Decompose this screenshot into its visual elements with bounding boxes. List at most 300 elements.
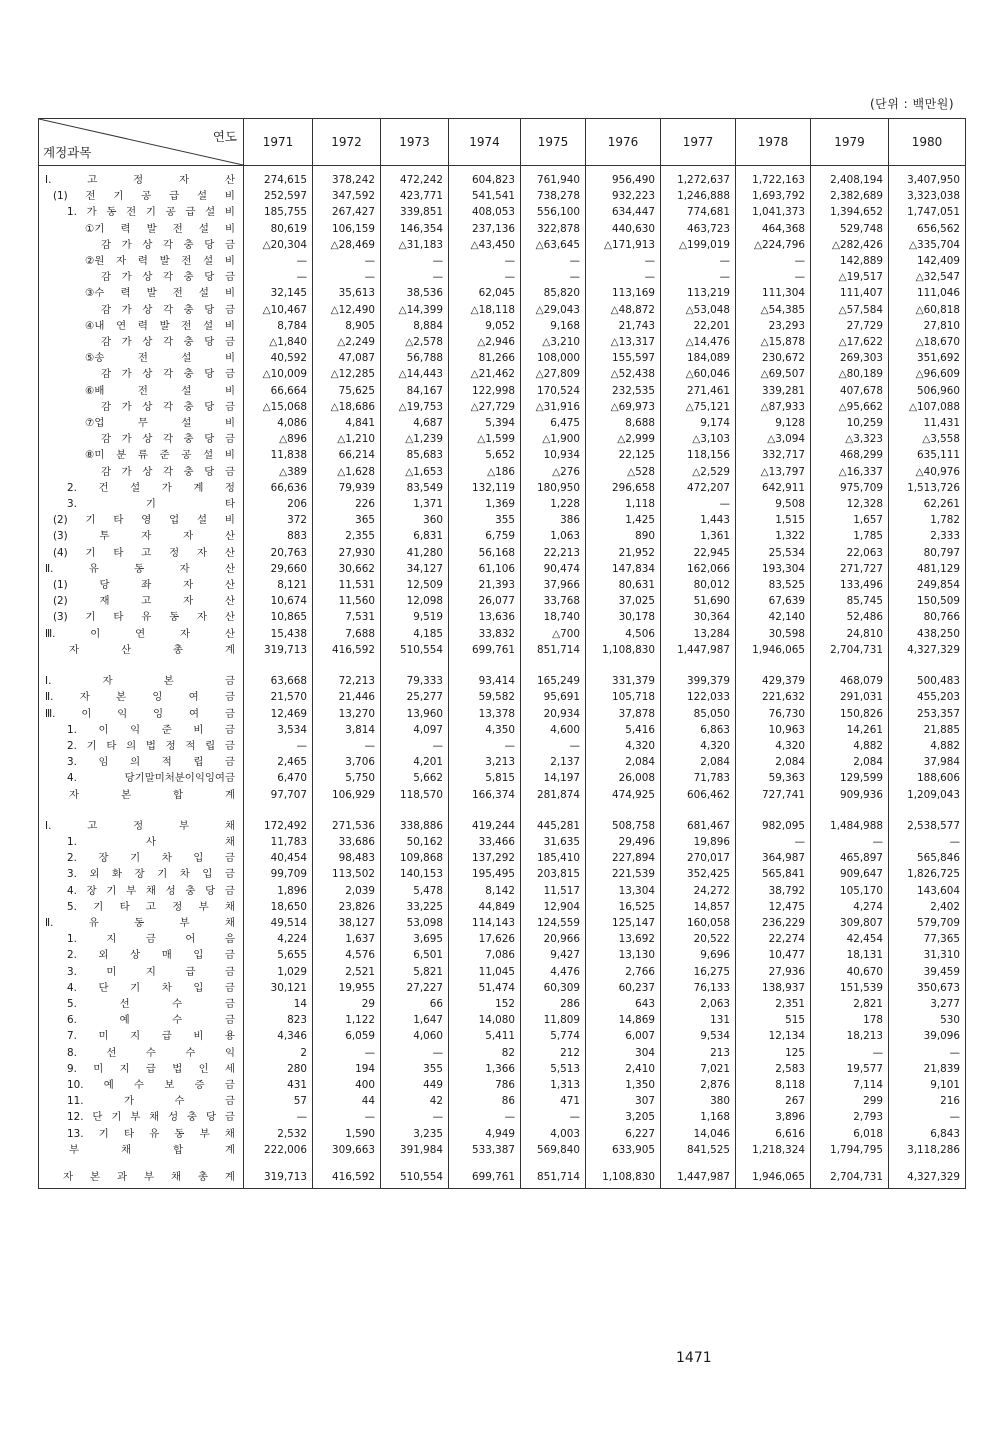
label-char: 잉 <box>152 691 163 704</box>
value-cell: 95,691 <box>521 689 586 705</box>
spacer-cell <box>521 658 586 673</box>
account-label-cell <box>39 834 244 850</box>
label-char: 금 <box>224 868 235 881</box>
value-cell: 8,118 <box>736 1077 811 1093</box>
account-label-cell <box>39 1126 244 1142</box>
value-cell: △1,900 <box>521 431 586 447</box>
value-cell: 21,570 <box>244 689 313 705</box>
value-cell: 85,820 <box>521 285 586 301</box>
label-char: 상 <box>142 336 153 349</box>
value-cell: 786 <box>449 1077 521 1093</box>
value-cell: 150,509 <box>889 593 966 609</box>
value-cell: 309,663 <box>313 1142 381 1158</box>
label-char: 본 <box>163 675 174 688</box>
value-cell: 17,626 <box>449 931 521 947</box>
value-cell: — <box>381 253 449 269</box>
value-cell: 4,600 <box>521 722 586 738</box>
spacer-cell <box>449 803 521 818</box>
account-label <box>85 447 235 463</box>
label-char: 고 <box>141 546 152 559</box>
label-char: 설 <box>203 319 214 332</box>
value-cell: 1,029 <box>244 964 313 980</box>
label-char: 본 <box>120 788 132 801</box>
label-char: 동 <box>134 562 145 575</box>
label-char: 정 <box>165 739 176 752</box>
value-cell: 125,147 <box>586 915 661 931</box>
value-cell: △199,019 <box>661 237 736 253</box>
account-label-cell <box>39 496 244 512</box>
account-label <box>67 947 235 963</box>
value-cell: 3,323,038 <box>889 188 966 204</box>
value-cell: 27,729 <box>811 318 889 334</box>
label-char: 채 <box>149 1111 160 1124</box>
label-char: 12. <box>67 1111 84 1124</box>
value-cell: △63,645 <box>521 237 586 253</box>
table-row <box>39 334 966 350</box>
value-cell: 1,637 <box>313 931 381 947</box>
value-cell: 249,854 <box>889 577 966 593</box>
value-cell: △224,796 <box>736 237 811 253</box>
value-cell: 3,277 <box>889 996 966 1012</box>
value-cell: 221,632 <box>736 689 811 705</box>
label-char: 11. <box>67 1095 84 1108</box>
value-cell: 4,201 <box>381 754 449 770</box>
value-cell: 465,897 <box>811 850 889 866</box>
value-cell: 21,446 <box>313 689 381 705</box>
value-cell: 419,244 <box>449 818 521 834</box>
label-char: 1. <box>67 723 77 736</box>
value-cell: 2,382,689 <box>811 188 889 204</box>
label-char: 급 <box>145 1062 156 1075</box>
value-cell: 4,327,329 <box>889 642 966 658</box>
year-header: 1971 <box>244 119 313 166</box>
value-cell: 97,707 <box>244 787 313 803</box>
value-cell: 30,121 <box>244 980 313 996</box>
value-cell: 40,454 <box>244 850 313 866</box>
value-cell: 49,514 <box>244 915 313 931</box>
value-cell: 6,018 <box>811 1126 889 1142</box>
label-char: 기 <box>145 206 156 219</box>
label-char: 기 <box>130 852 141 865</box>
label-char: 예 <box>119 1014 130 1027</box>
label-char: 각 <box>162 465 174 478</box>
value-cell: 12,904 <box>521 899 586 915</box>
label-char: 자 <box>180 627 191 640</box>
value-cell: 11,531 <box>313 577 381 593</box>
label-char: 충 <box>183 336 194 349</box>
label-char: 비 <box>224 255 235 268</box>
account-label-cell <box>39 754 244 770</box>
value-cell: 3,695 <box>381 931 449 947</box>
account-label-cell <box>39 383 244 399</box>
label-char: 임 <box>98 756 109 769</box>
account-label-cell <box>39 850 244 866</box>
label-char: 설 <box>203 449 214 462</box>
value-cell: 24,810 <box>811 626 889 642</box>
account-label <box>101 237 235 253</box>
value-cell: 138,937 <box>736 980 811 996</box>
value-cell: 5,652 <box>449 447 521 463</box>
value-cell: 13,130 <box>586 947 661 963</box>
label-char: 금 <box>224 691 235 704</box>
value-cell: — <box>449 253 521 269</box>
spacer-cell <box>449 1158 521 1166</box>
value-cell: 4,882 <box>889 738 966 754</box>
account-label <box>85 350 235 366</box>
value-cell: 118,156 <box>661 447 736 463</box>
balance-sheet-table <box>38 118 966 1189</box>
value-cell: 761,940 <box>521 166 586 189</box>
value-cell: 699,761 <box>449 642 521 658</box>
value-cell: △75,121 <box>661 399 736 415</box>
account-label <box>45 626 235 642</box>
value-cell: 14,080 <box>449 1012 521 1028</box>
value-cell: 85,683 <box>381 447 449 463</box>
label-char: 영 <box>141 514 152 527</box>
value-cell: 62,045 <box>449 285 521 301</box>
account-label-cell <box>39 366 244 382</box>
table-row <box>39 237 966 253</box>
account-label-cell <box>39 302 244 318</box>
label-char: 충 <box>183 238 194 251</box>
value-cell: 1,515 <box>736 512 811 528</box>
label-char: 2. <box>67 481 77 494</box>
label-char: 전 <box>126 206 137 219</box>
value-cell: 9,427 <box>521 947 586 963</box>
label-char: 외 <box>89 868 100 881</box>
label-char: 비 <box>224 222 235 235</box>
label-char: 자 <box>116 255 127 268</box>
label-char: 자 <box>197 611 208 624</box>
value-cell: 41,280 <box>381 545 449 561</box>
value-cell: 162,066 <box>661 561 736 577</box>
value-cell: 4,949 <box>449 1126 521 1142</box>
account-label <box>53 528 235 544</box>
value-cell: 38,792 <box>736 883 811 899</box>
account-label-cell <box>39 512 244 528</box>
account-label <box>101 302 235 318</box>
value-cell: 4,003 <box>521 1126 586 1142</box>
value-cell: 57 <box>244 1093 313 1109</box>
label-char: 산 <box>224 579 235 592</box>
value-cell: 193,304 <box>736 561 811 577</box>
label-char: 감 <box>101 433 112 446</box>
value-cell: △528 <box>586 464 661 480</box>
label-char: 1. <box>67 206 77 219</box>
value-cell: 3,534 <box>244 722 313 738</box>
value-cell: 44 <box>313 1093 381 1109</box>
account-label <box>101 399 235 415</box>
value-cell: 11,045 <box>449 964 521 980</box>
value-cell: 1,168 <box>661 1109 736 1125</box>
value-cell: 195,495 <box>449 866 521 882</box>
account-label-cell <box>39 1093 244 1109</box>
label-char: 4. <box>67 884 77 897</box>
label-char: 익 <box>224 1046 235 1059</box>
value-cell: 133,496 <box>811 577 889 593</box>
account-label <box>53 577 235 593</box>
value-cell: 350,673 <box>889 980 966 996</box>
value-cell: 15,438 <box>244 626 313 642</box>
label-char: Ⅱ. <box>45 916 54 929</box>
value-cell: 4,506 <box>586 626 661 642</box>
label-char: 계 <box>224 1170 235 1183</box>
value-cell: △12,490 <box>313 302 381 318</box>
label-char: 계 <box>224 1143 235 1156</box>
spacer-cell <box>736 658 811 673</box>
value-cell: 59,363 <box>736 770 811 786</box>
value-cell: 14,046 <box>661 1126 736 1142</box>
label-char: 3. <box>67 965 77 978</box>
value-cell: 471 <box>521 1093 586 1109</box>
value-cell: 5,821 <box>381 964 449 980</box>
label-char: 설 <box>197 190 208 203</box>
label-char: 금 <box>224 1095 235 1108</box>
value-cell: 727,741 <box>736 787 811 803</box>
value-cell: 27,936 <box>736 964 811 980</box>
label-char: 충 <box>183 465 194 478</box>
label-char: 급 <box>169 190 180 203</box>
value-cell: 12,098 <box>381 593 449 609</box>
value-cell: 4,320 <box>661 738 736 754</box>
value-cell: 1,371 <box>381 496 449 512</box>
label-char: 증 <box>194 1078 205 1091</box>
table-row <box>39 431 966 447</box>
value-cell: 6,616 <box>736 1126 811 1142</box>
table-row <box>39 1028 966 1044</box>
value-cell: 39,096 <box>889 1028 966 1044</box>
value-cell: 125 <box>736 1045 811 1061</box>
value-cell: 510,554 <box>381 642 449 658</box>
value-cell: 5,513 <box>521 1061 586 1077</box>
account-label <box>67 204 235 220</box>
label-char: 1. <box>67 835 77 848</box>
label-char: 전 <box>181 319 192 332</box>
account-label-cell <box>39 673 244 689</box>
value-cell: △95,662 <box>811 399 889 415</box>
label-char: 류 <box>137 449 148 462</box>
value-cell: 60,309 <box>521 980 586 996</box>
value-cell: 7,086 <box>449 947 521 963</box>
value-cell: 30,598 <box>736 626 811 642</box>
account-label-cell <box>39 722 244 738</box>
spacer-cell <box>313 658 381 673</box>
value-cell: △14,443 <box>381 366 449 382</box>
table-row <box>39 787 966 803</box>
value-cell: — <box>811 1045 889 1061</box>
label-char: 법 <box>172 1062 183 1075</box>
value-cell: 30,364 <box>661 609 736 625</box>
label-char: 설 <box>198 287 209 300</box>
value-cell: 2,402 <box>889 899 966 915</box>
label-char: 타 <box>119 900 130 913</box>
table-row <box>39 866 966 882</box>
label-char: 부 <box>130 1111 141 1124</box>
label-char: ②원 <box>85 255 105 268</box>
value-cell: 151,539 <box>811 980 889 996</box>
value-cell: 5,394 <box>449 415 521 431</box>
label-char: 3. <box>67 756 77 769</box>
value-cell: 351,692 <box>889 350 966 366</box>
value-cell: 1,443 <box>661 512 736 528</box>
value-cell: △2,529 <box>661 464 736 480</box>
account-label <box>69 1142 235 1158</box>
account-label-cell <box>39 350 244 366</box>
unit-label: (단위 : 백만원) <box>870 97 954 111</box>
account-label <box>45 673 235 689</box>
value-cell: 267 <box>736 1093 811 1109</box>
value-cell: 286 <box>521 996 586 1012</box>
value-cell: 51,690 <box>661 593 736 609</box>
value-cell: 80,766 <box>889 609 966 625</box>
label-char: 전 <box>137 352 148 365</box>
label-char: 투 <box>99 530 110 543</box>
value-cell: — <box>736 269 811 285</box>
account-label <box>53 609 235 625</box>
value-cell: 19,896 <box>661 834 736 850</box>
value-cell: 29 <box>313 996 381 1012</box>
label-char: 보 <box>164 1078 175 1091</box>
value-cell: 4,841 <box>313 415 381 431</box>
value-cell: 79,333 <box>381 673 449 689</box>
label-char: 입 <box>193 981 204 994</box>
value-cell: 6,843 <box>889 1126 966 1142</box>
table-row <box>39 1045 966 1061</box>
table-body <box>39 166 966 1189</box>
value-cell: 6,831 <box>381 528 449 544</box>
label-char: 과 <box>116 1170 128 1183</box>
label-char: 차 <box>161 852 172 865</box>
value-cell: 7,114 <box>811 1077 889 1093</box>
value-cell: △12,285 <box>313 366 381 382</box>
value-cell: 67,639 <box>736 593 811 609</box>
value-cell: 2,355 <box>313 528 381 544</box>
value-cell: — <box>381 269 449 285</box>
year-header: 1975 <box>521 119 586 166</box>
label-char: 설 <box>205 206 216 219</box>
label-char: 립 <box>193 756 204 769</box>
value-cell: 1,108,830 <box>586 1166 661 1189</box>
table-row <box>39 512 966 528</box>
label-char: 정 <box>169 546 180 559</box>
label-char: 기 <box>85 546 96 559</box>
value-cell: — <box>313 1109 381 1125</box>
label-char: 계 <box>193 481 204 494</box>
value-cell: 635,111 <box>889 447 966 463</box>
value-cell: △87,933 <box>736 399 811 415</box>
value-cell: △18,118 <box>449 302 521 318</box>
account-label-cell <box>39 996 244 1012</box>
value-cell: △52,438 <box>586 366 661 382</box>
table-row <box>39 1126 966 1142</box>
value-cell: 606,462 <box>661 787 736 803</box>
table-row <box>39 253 966 269</box>
value-cell: 35,613 <box>313 285 381 301</box>
account-label-cell <box>39 980 244 996</box>
value-cell: △171,913 <box>586 237 661 253</box>
label-char: 산 <box>224 627 235 640</box>
value-cell: 26,077 <box>449 593 521 609</box>
value-cell: △32,547 <box>889 269 966 285</box>
account-label-cell <box>39 415 244 431</box>
value-cell: 500,483 <box>889 673 966 689</box>
label-char: 2. <box>67 739 77 752</box>
table-row <box>39 561 966 577</box>
value-cell: — <box>381 738 449 754</box>
table-row <box>39 883 966 899</box>
label-char: 충 <box>185 884 196 897</box>
value-cell: 38,127 <box>313 915 381 931</box>
value-cell: 71,783 <box>661 770 736 786</box>
label-char: 급 <box>185 206 196 219</box>
label-char: 자 <box>69 643 80 656</box>
label-char: 채 <box>224 1127 235 1140</box>
value-cell: 33,225 <box>381 899 449 915</box>
label-char: 립 <box>205 739 216 752</box>
label-char: 선 <box>119 997 130 1010</box>
value-cell: 10,934 <box>521 447 586 463</box>
label-char: 차 <box>179 868 190 881</box>
table-row <box>39 915 966 931</box>
value-cell: 2,465 <box>244 754 313 770</box>
value-cell: 2,084 <box>736 754 811 770</box>
value-cell: 269,303 <box>811 350 889 366</box>
label-char: 미 <box>106 965 117 978</box>
value-cell: 774,681 <box>661 204 736 220</box>
value-cell: 1,246,888 <box>661 188 736 204</box>
value-cell: 5,411 <box>449 1028 521 1044</box>
spacer-cell <box>889 658 966 673</box>
value-cell: △107,088 <box>889 399 966 415</box>
table-row <box>39 285 966 301</box>
account-label <box>101 269 235 285</box>
value-cell: △3,210 <box>521 334 586 350</box>
value-cell: 83,549 <box>381 480 449 496</box>
label-char: 합 <box>172 1143 184 1156</box>
label-char: 인 <box>198 1062 209 1075</box>
value-cell: 194 <box>313 1061 381 1077</box>
label-char: 장 <box>98 852 109 865</box>
label-char: 감 <box>101 271 112 284</box>
label-char: 13. <box>67 1127 84 1140</box>
value-cell: 2 <box>244 1045 313 1061</box>
value-cell: 468,079 <box>811 673 889 689</box>
value-cell: 604,823 <box>449 166 521 189</box>
value-cell: 22,213 <box>521 545 586 561</box>
value-cell: 113,169 <box>586 285 661 301</box>
value-cell: 40,670 <box>811 964 889 980</box>
value-cell: 11,560 <box>313 593 381 609</box>
account-label <box>85 221 235 237</box>
value-cell: 2,084 <box>586 754 661 770</box>
account-label-cell <box>39 166 244 189</box>
value-cell: 108,000 <box>521 350 586 366</box>
table-row <box>39 1061 966 1077</box>
value-cell: 33,466 <box>449 834 521 850</box>
value-cell: 851,714 <box>521 1166 586 1189</box>
table-row <box>39 366 966 382</box>
value-cell: 364,987 <box>736 850 811 866</box>
label-char: 채 <box>224 916 235 929</box>
value-cell: 299 <box>811 1093 889 1109</box>
account-label <box>67 496 235 512</box>
value-cell: 1,228 <box>521 496 586 512</box>
label-char: 금 <box>224 1078 235 1091</box>
value-cell: 280 <box>244 1061 313 1077</box>
value-cell: 1,693,792 <box>736 188 811 204</box>
label-char: 고 <box>145 900 156 913</box>
value-cell: △18,686 <box>313 399 381 415</box>
